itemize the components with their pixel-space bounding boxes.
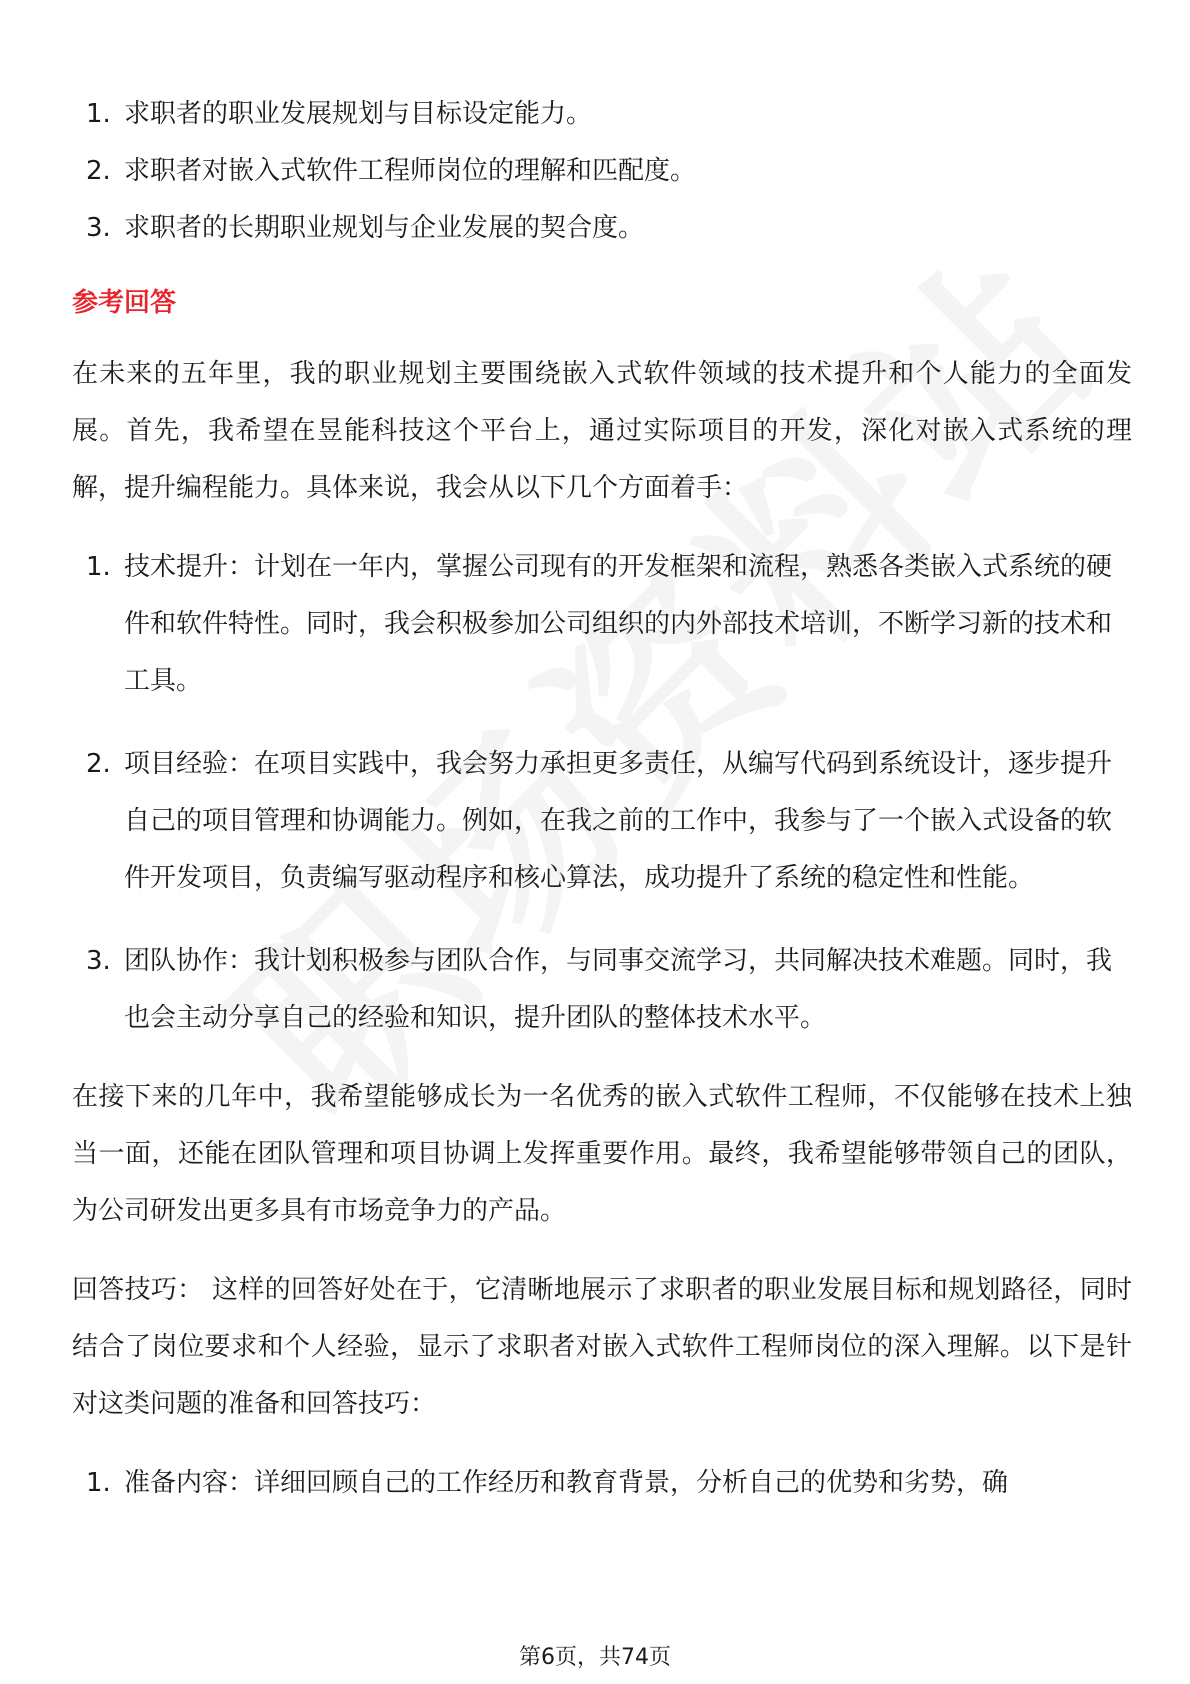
list-number: 3.	[86, 213, 111, 243]
list-number: 1.	[86, 552, 111, 582]
section-heading: 参考回答	[72, 288, 177, 318]
answer-paragraph: 在未来的五年里，我的职业规划主要围绕嵌入式软件领域的技术提升和个人能力的全面发展。首先，我希望在昱能科技这个平台上，通过实际项目的开发，深化对嵌入式系统的理解，提升编程能力。具体来说，我会从以下几个方面着手：	[72, 359, 1132, 503]
list-text: 技术提升：计划在一年内，掌握公司现有的开发框架和流程，熟悉各类嵌入式系统的硬件和软件特性。同时，我会积极参加公司组织的内外部技术培训，不断学习新的技术和工具。	[124, 552, 1113, 696]
tips-list	[72, 1455, 1132, 1512]
intro-list	[72, 86, 1132, 257]
list-text: 求职者的职业发展规划与目标设定能力。	[124, 99, 593, 129]
list-item	[72, 539, 1132, 710]
list-number: 1.	[86, 99, 111, 129]
list-number: 2.	[86, 156, 111, 186]
tips-paragraph: 回答技巧： 这样的回答好处在于，它清晰地展示了求职者的职业发展目标和规划路径，同时结合了岗位要求和个人经验，显示了求职者对嵌入式软件工程师岗位的深入理解。以下是针对这类问题的准备和回答技巧：	[72, 1275, 1132, 1419]
list-number: 2.	[86, 749, 111, 779]
list-text: 团队协作：我计划积极参与团队合作，与同事交流学习，共同解决技术难题。同时，我也会主动分享自己的经验和知识，提升团队的整体技术水平。	[124, 946, 1113, 1033]
list-text: 项目经验：在项目实践中，我会努力承担更多责任，从编写代码到系统设计，逐步提升自己的项目管理和协调能力。例如，在我之前的工作中，我参与了一个嵌入式设备的软件开发项目，负责编写驱动程序和核心算法，成功提升了系统的稳定性和性能。	[124, 749, 1113, 893]
list-item	[72, 736, 1132, 907]
plan-list	[72, 539, 1132, 1047]
list-number: 3.	[86, 946, 111, 976]
closing-paragraph: 在接下来的几年中，我希望能够成长为一名优秀的嵌入式软件工程师，不仅能够在技术上独当一面，还能在团队管理和项目协调上发挥重要作用。最终，我希望能够带领自己的团队，为公司研发出更多具有市场竞争力的产品。	[72, 1082, 1132, 1226]
document-content	[72, 86, 1132, 1512]
list-item	[72, 200, 1132, 257]
list-item	[72, 86, 1132, 143]
list-item	[72, 143, 1132, 200]
list-text: 求职者对嵌入式软件工程师岗位的理解和匹配度。	[124, 156, 697, 186]
list-number: 1.	[86, 1468, 111, 1498]
list-item	[72, 933, 1132, 1047]
page-footer: 第6页，共74页	[519, 1645, 671, 1670]
list-text: 求职者的长期职业规划与企业发展的契合度。	[124, 213, 645, 243]
list-item	[72, 1455, 1132, 1512]
list-text: 准备内容：详细回顾自己的工作经历和教育背景，分析自己的优势和劣势，确	[124, 1468, 1009, 1498]
